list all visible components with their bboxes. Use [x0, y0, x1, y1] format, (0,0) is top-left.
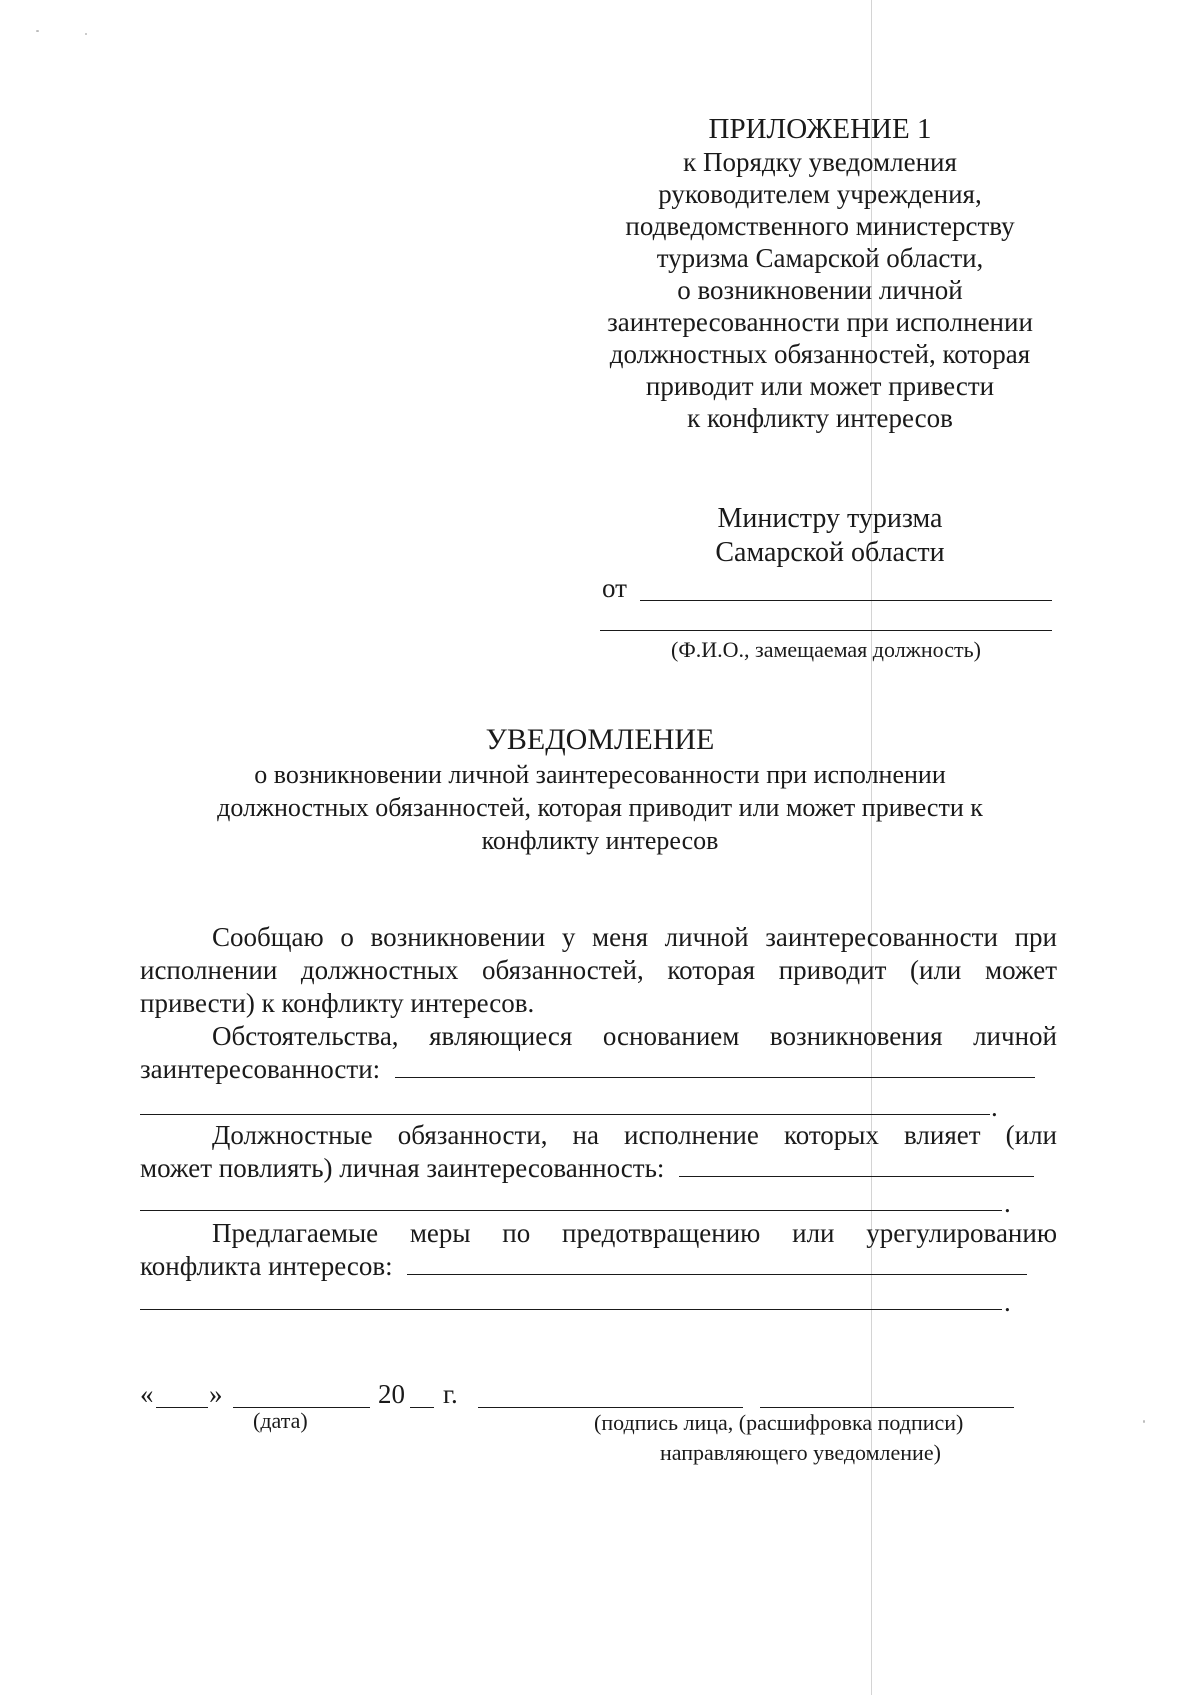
- notice-title: УВЕДОМЛЕНИЕ: [485, 723, 715, 756]
- period: .: [1004, 1188, 1011, 1218]
- date-caption: (дата): [253, 1408, 308, 1433]
- body-line: исполнении должностных обязанностей, которая приводит (или может: [140, 955, 1057, 985]
- appendix-header: [580, 112, 1060, 434]
- appendix-line: к конфликту интересов: [687, 403, 953, 433]
- year-suffix: г.: [443, 1379, 458, 1409]
- circumstances-field-line2[interactable]: [140, 1114, 990, 1115]
- from-caption: (Ф.И.О., замещаемая должность): [671, 637, 981, 662]
- measures-field[interactable]: [407, 1250, 1027, 1275]
- open-quote: «: [140, 1379, 154, 1409]
- appendix-line: к Порядку уведомления: [683, 147, 957, 177]
- from-name-field[interactable]: [640, 600, 1052, 601]
- scan-speck: [85, 33, 87, 35]
- period: .: [991, 1092, 998, 1122]
- body-line: привести) к конфликту интересов.: [140, 988, 535, 1018]
- scan-speck: [36, 30, 39, 32]
- appendix-line: подведомственного министерству: [625, 211, 1015, 241]
- scan-speck: [1143, 1420, 1145, 1423]
- body-label: заинтересованности:: [140, 1054, 381, 1084]
- body-line-with-field: [140, 1250, 1057, 1283]
- year-field[interactable]: [410, 1407, 434, 1408]
- day-field[interactable]: [156, 1407, 208, 1408]
- body-line: Предлагаемые меры по предотвращению или урегулированию: [212, 1218, 1057, 1248]
- notice-subtitle-line: о возникновении личной заинтересованности при исполнении: [254, 760, 946, 789]
- appendix-line: должностных обязанностей, которая: [609, 339, 1031, 369]
- body-label: может повлиять) личная заинтересованность:: [140, 1153, 665, 1183]
- addressee-line: Министру туризма: [717, 503, 943, 534]
- from-label: от: [602, 573, 627, 603]
- body-line-with-field: [140, 1053, 1057, 1086]
- from-row: [602, 573, 1052, 607]
- appendix-line: руководителем учреждения,: [658, 179, 982, 209]
- appendix-line: туризма Самарской области,: [656, 243, 984, 273]
- body-line-with-field: [140, 1152, 1057, 1185]
- notice-subtitle-line: должностных обязанностей, которая приводит или может привести к: [217, 793, 983, 822]
- period: .: [1004, 1287, 1011, 1317]
- close-quote: »: [209, 1379, 223, 1409]
- duties-field-line2[interactable]: [140, 1210, 1002, 1211]
- notice-subtitle: [100, 758, 1100, 857]
- measures-field-line2[interactable]: [140, 1309, 1002, 1310]
- appendix-line: заинтересованности при исполнении: [607, 307, 1033, 337]
- signature-caption: (подпись лица, (расшифровка подписи): [594, 1410, 964, 1435]
- body-line: Обстоятельства, являющиеся основанием возникновения личной: [212, 1021, 1057, 1051]
- notice-subtitle-line: конфликту интересов: [481, 826, 719, 855]
- duties-field[interactable]: [679, 1152, 1034, 1177]
- year-prefix: 20: [378, 1379, 405, 1409]
- signature-caption: направляющего уведомление): [660, 1440, 941, 1465]
- signature-decoding-field[interactable]: [760, 1407, 1014, 1408]
- appendix-line: о возникновении личной: [677, 275, 963, 305]
- appendix-line: приводит или может привести: [645, 371, 995, 401]
- body-line: Сообщаю о возникновении у меня личной заинтересованности при: [212, 922, 1057, 952]
- from-position-field[interactable]: [600, 630, 1052, 631]
- addressee-block: [650, 502, 1010, 570]
- body-line: Должностные обязанности, на исполнение которых влияет (или: [212, 1120, 1057, 1150]
- addressee-line: Самарской области: [715, 537, 945, 568]
- circumstances-field[interactable]: [395, 1053, 1035, 1078]
- body-label: конфликта интересов:: [140, 1251, 393, 1281]
- appendix-title: ПРИЛОЖЕНИЕ 1: [708, 113, 932, 145]
- signature-field[interactable]: [478, 1407, 743, 1408]
